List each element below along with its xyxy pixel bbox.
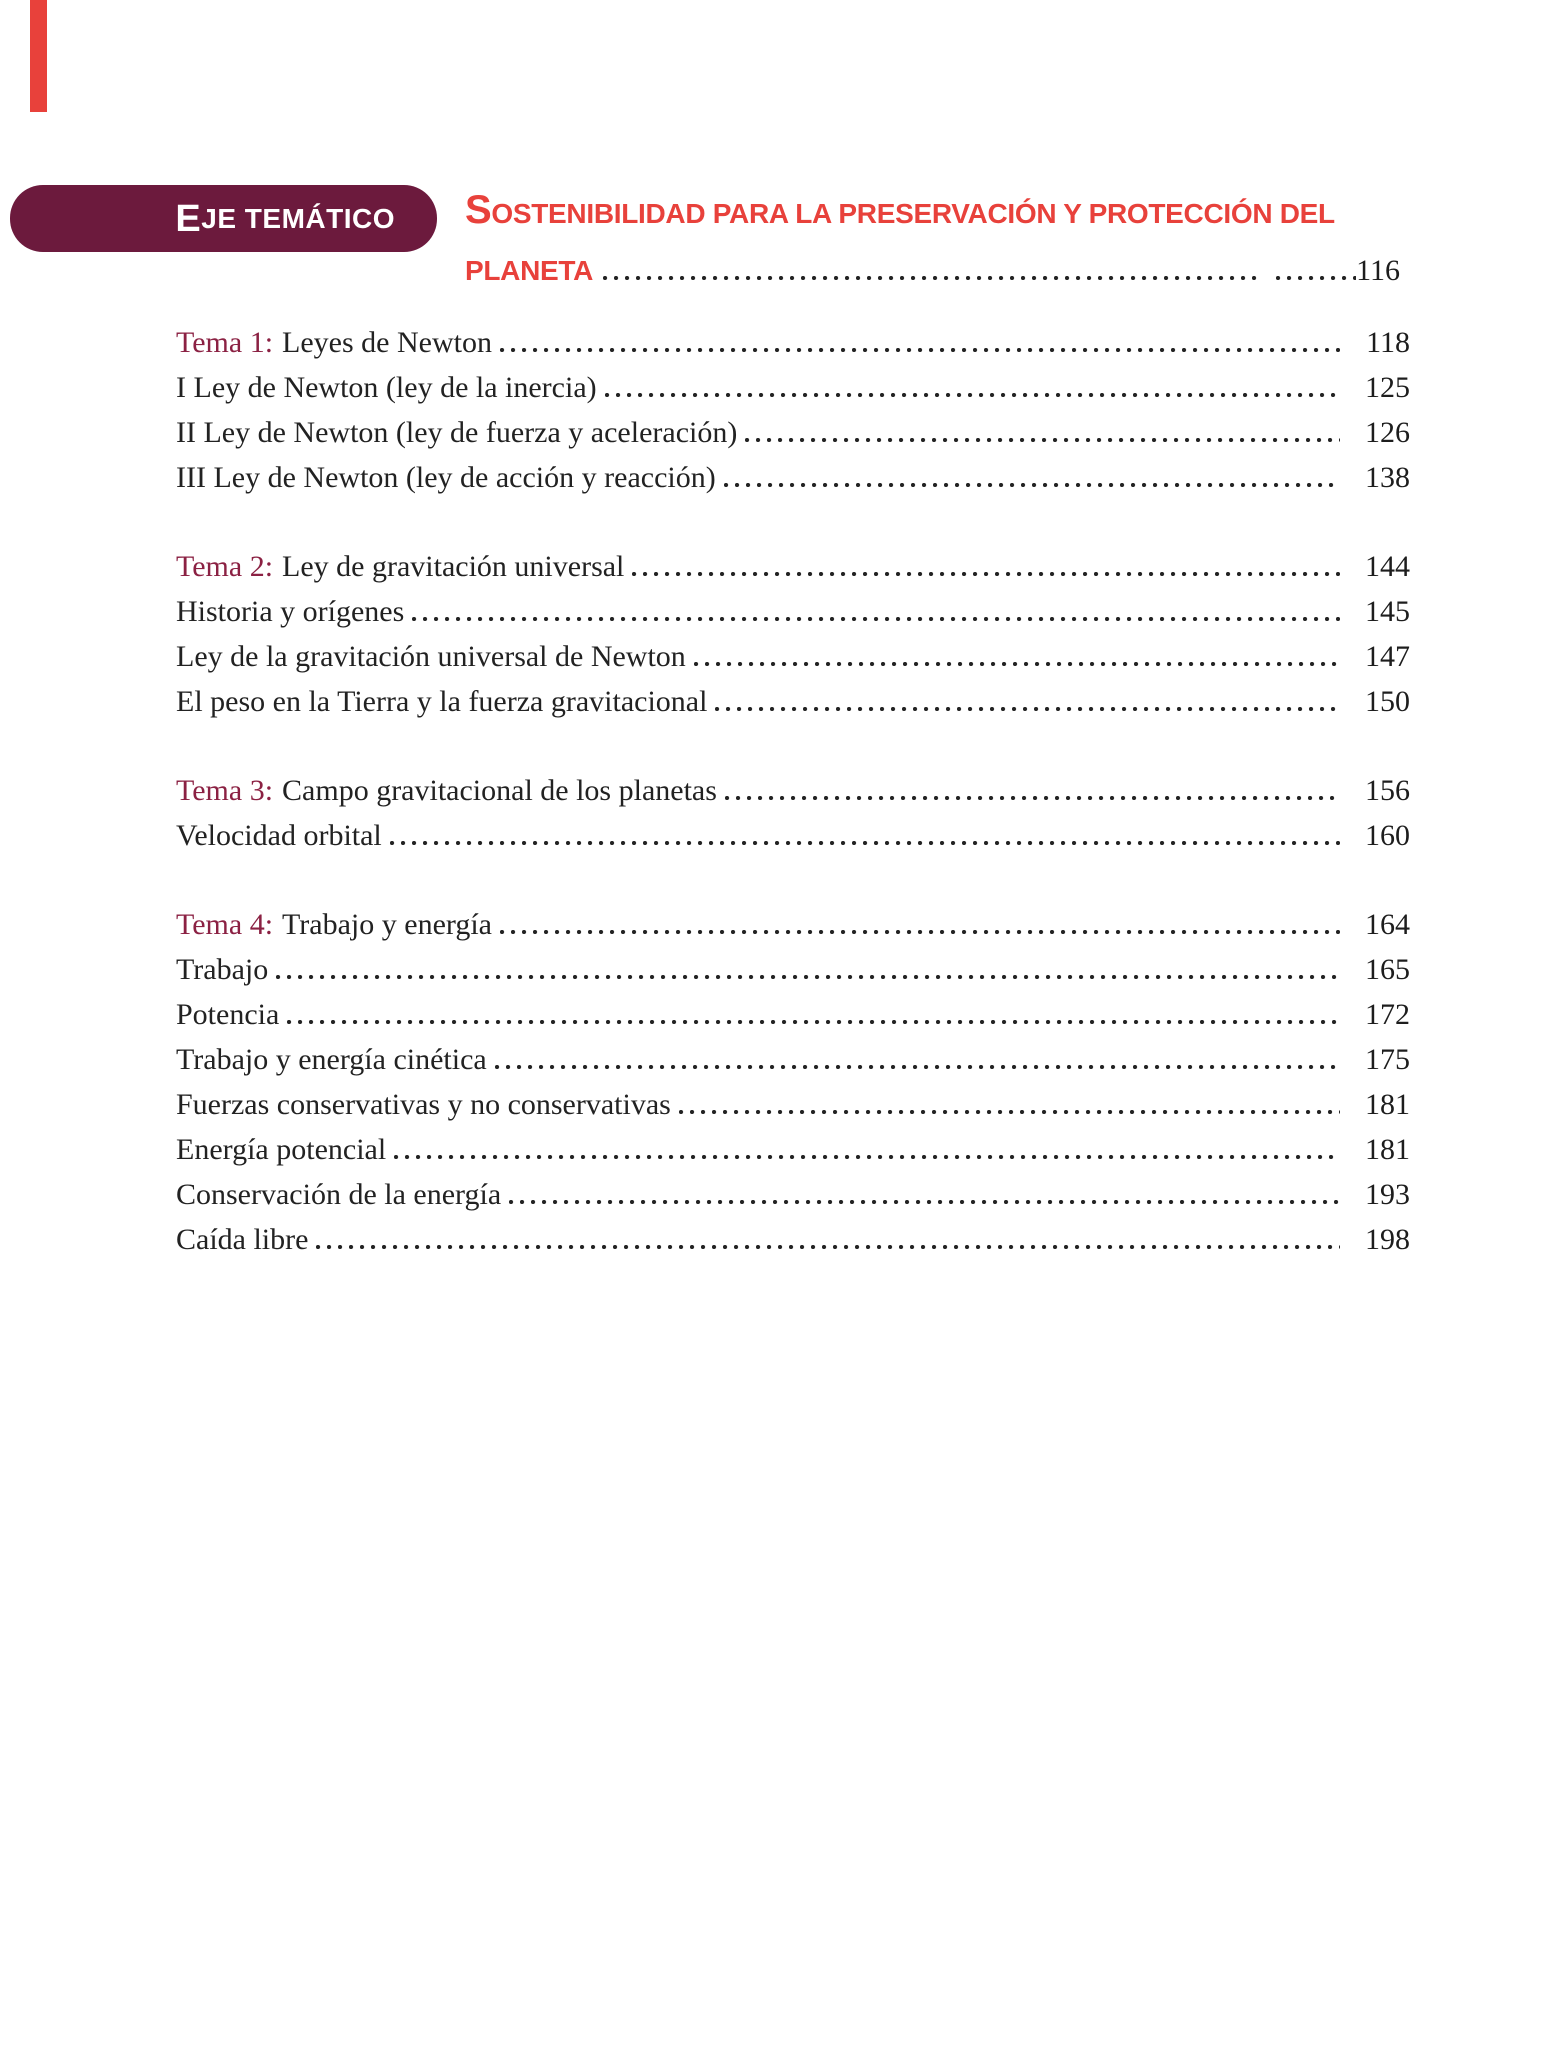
toc-entry	[176, 1082, 1410, 1127]
toc-entry	[176, 768, 1410, 813]
toc-entry-page-number: 193	[1365, 1178, 1410, 1211]
toc-entry-page-number: 181	[1365, 1088, 1410, 1121]
toc-entry-page-number: 118	[1366, 326, 1410, 359]
dot-leader	[316, 1245, 1340, 1249]
toc-entry-page-number: 198	[1365, 1223, 1410, 1256]
dot-leader	[1276, 276, 1356, 280]
toc-entry	[176, 1037, 1410, 1082]
toc-entry-title: Historia y orígenes	[176, 595, 405, 628]
unit-heading-initial: S	[465, 188, 492, 232]
toc-entry-page-number: 165	[1365, 953, 1410, 986]
toc-entry-title: Energía potencial	[176, 1133, 387, 1166]
toc-entry-page-number: 175	[1365, 1043, 1410, 1076]
toc-entry	[176, 455, 1410, 500]
dot-leader	[495, 1065, 1340, 1069]
dot-leader	[412, 617, 1340, 621]
toc-entry-title: Fuerzas conservativas y no conservativas	[176, 1088, 671, 1121]
toc-entry	[176, 589, 1410, 634]
toc-entry	[176, 992, 1410, 1037]
toc-entry	[176, 1217, 1410, 1262]
toc-entry-title: Ley de la gravitación universal de Newton	[176, 640, 686, 673]
toc-entry-title: I Ley de Newton (ley de la inercia)	[176, 371, 597, 404]
toc-entry-title: III Ley de Newton (ley de acción y reacción)	[176, 461, 716, 494]
eje-tematico-badge	[10, 185, 437, 252]
dot-leader	[394, 1155, 1340, 1159]
dot-leader	[632, 572, 1340, 576]
toc-entry-page-number: 144	[1365, 550, 1410, 583]
toc-entry-page-number: 156	[1365, 774, 1410, 807]
toc-entry-page-number: 126	[1365, 416, 1410, 449]
toc-entry	[176, 679, 1410, 724]
dot-leader	[745, 438, 1340, 442]
unit-heading-line1	[465, 184, 1400, 245]
toc-group	[176, 544, 1410, 724]
dot-leader	[287, 1020, 1340, 1024]
toc-entry	[176, 902, 1410, 947]
toc-entry-page-number: 125	[1365, 371, 1410, 404]
toc-entry-page-number: 164	[1365, 908, 1410, 941]
toc-entry	[176, 1127, 1410, 1172]
unit-heading-page-number: 116	[1356, 254, 1400, 287]
toc-entry	[176, 947, 1410, 992]
toc-entry-page-number: 145	[1365, 595, 1410, 628]
toc-entry	[176, 813, 1410, 858]
toc-entry-page-number: 138	[1365, 461, 1410, 494]
toc-entry-title: Conservación de la energía	[176, 1178, 502, 1211]
toc-entry-tema-label: Tema 1:	[176, 326, 274, 359]
toc-group	[176, 768, 1410, 858]
unit-heading	[465, 184, 1400, 297]
toc-entry-page-number: 147	[1365, 640, 1410, 673]
toc-entry-tema-label: Tema 2:	[176, 550, 274, 583]
toc-entry	[176, 320, 1410, 365]
dot-leader	[605, 393, 1340, 397]
toc-entry-tema-label: Tema 4:	[176, 908, 274, 941]
badge-label: JE TEMÁTICO	[201, 202, 395, 234]
toc-entry-title: Campo gravitacional de los planetas	[282, 774, 717, 807]
toc-entry	[176, 544, 1410, 589]
dot-leader	[276, 975, 1340, 979]
dot-leader	[715, 707, 1340, 711]
toc-entry-title: Velocidad orbital	[176, 819, 382, 852]
toc-entry-page-number: 160	[1365, 819, 1410, 852]
dot-leader	[509, 1200, 1340, 1204]
dot-leader	[390, 841, 1340, 845]
toc-entry-tema-label: Tema 3:	[176, 774, 274, 807]
toc-entry-title: Trabajo y energía	[282, 908, 492, 941]
badge-label-initial: E	[175, 197, 202, 240]
table-of-contents	[176, 320, 1410, 1306]
dot-leader	[725, 796, 1340, 800]
toc-entry-title: Ley de gravitación universal	[282, 550, 625, 583]
dot-leader	[724, 483, 1340, 487]
toc-entry	[176, 410, 1410, 455]
toc-entry	[176, 1172, 1410, 1217]
toc-entry-title: II Ley de Newton (ley de fuerza y aceleración)	[176, 416, 738, 449]
toc-entry-title: Trabajo	[176, 953, 269, 986]
toc-entry-page-number: 181	[1365, 1133, 1410, 1166]
dot-leader	[679, 1110, 1340, 1114]
dot-leader	[500, 930, 1340, 934]
toc-entry-page-number: 150	[1365, 685, 1410, 718]
toc-group	[176, 320, 1410, 500]
dot-leader	[603, 276, 1262, 280]
toc-entry	[176, 634, 1410, 679]
toc-entry-title: Leyes de Newton	[282, 326, 492, 359]
toc-group	[176, 902, 1410, 1262]
unit-heading-line2	[465, 245, 1400, 297]
toc-entry-page-number: 172	[1365, 998, 1410, 1031]
toc-entry-title: Potencia	[176, 998, 280, 1031]
toc-entry-title: Trabajo y energía cinética	[176, 1043, 487, 1076]
dot-leader	[694, 662, 1340, 666]
corner-accent-bar	[30, 0, 47, 112]
unit-heading-line2-word: PLANETA	[465, 255, 594, 286]
unit-heading-text: OSTENIBILIDAD PARA LA PRESERVACIÓN Y PROTECCIÓN DEL	[491, 198, 1335, 229]
toc-entry	[176, 365, 1410, 410]
dot-leader	[500, 348, 1340, 352]
toc-entry-title: Caída libre	[176, 1223, 309, 1256]
toc-entry-title: El peso en la Tierra y la fuerza gravitacional	[176, 685, 708, 718]
